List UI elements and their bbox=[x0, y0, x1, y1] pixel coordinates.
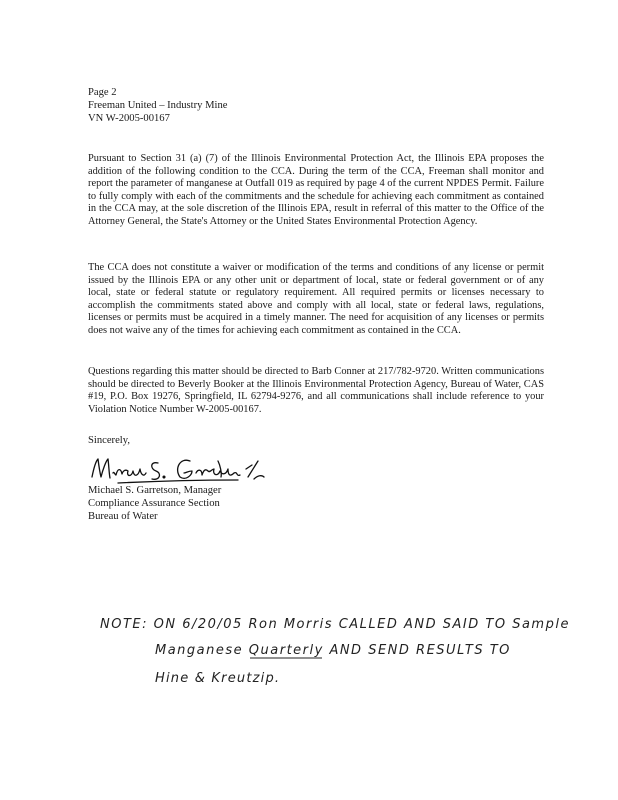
paragraph-questions-contact: Questions regarding this matter should be directed to Barb Conner at 217/782-9720. Written communications should be directed to Beverly Booker at the Illinois Environmental Protection Agency, Bureau of Water, CAS #19, P.O. Box 19276, Springfield, IL 62794-9276, and all communications shall include reference to your Violation Notice Number W-2005-00167. bbox=[88, 366, 544, 415]
violation-notice-number: VN W-2005-00167 bbox=[88, 113, 170, 124]
handwritten-note-graphic bbox=[100, 606, 600, 696]
closing-salutation: Sincerely, bbox=[88, 435, 130, 446]
signer-section: Compliance Assurance Section bbox=[88, 498, 220, 509]
signer-bureau: Bureau of Water bbox=[88, 511, 158, 522]
paragraph-cca-condition: Pursuant to Section 31 (a) (7) of the Illinois Environmental Protection Act, the Illinois EPA proposes the addition of the following condition to the CCA. During the term of the CCA, Freeman shall monitor and report the parameter of manganese at Outfall 019 as required by page 4 of the current NPDES Permit. Failure to fully comply with each of the commitments and the schedule for achieving each commitment as contained in the CCA may, at the sole discretion of the Illinois EPA, result in referral of this matter to the Office of the Attorney General, the State's Attorney or the United States Environmental Protection Agency. bbox=[88, 153, 544, 227]
paragraph-cca-waiver: The CCA does not constitute a waiver or modification of the terms and conditions of any license or permit issued by the Illinois EPA or any other unit or department of local, state or federal government or of any local, state or federal statute or regulatory requirement. All required permits or licenses necessary to accomplish the commitments stated above and comply with all local, state or federal laws, regulations, licenses or permits must be acquired in a timely manner. The need for acquisition of any licenses or permits does not waive any of the times for achieving each commitment as contained in the CCA. bbox=[88, 262, 544, 336]
signer-block bbox=[88, 484, 221, 523]
note-line-2: Manganese Quarterly AND SEND RESULTS TO bbox=[155, 643, 511, 658]
recipient-company: Freeman United – Industry Mine bbox=[88, 100, 228, 111]
signer-name: Michael S. Garretson, Manager bbox=[88, 485, 222, 496]
note-line-1: NOTE: ON 6/20/05 Ron Morris CALLED AND SAID TO Sample bbox=[100, 617, 570, 632]
note-line-3: Hine & Kreutzip. bbox=[155, 671, 281, 686]
page-number: Page 2 bbox=[88, 87, 117, 98]
handwritten-note bbox=[100, 606, 600, 696]
letter-header bbox=[88, 86, 227, 125]
